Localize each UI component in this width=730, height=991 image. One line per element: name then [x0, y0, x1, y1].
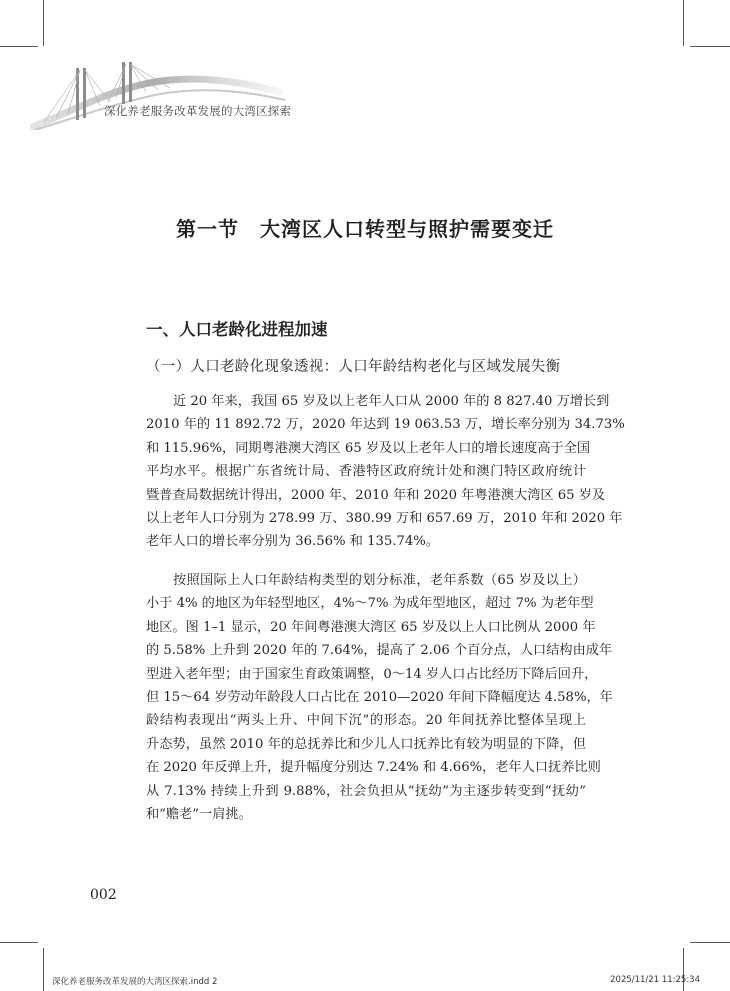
footer-datetime: 2025/11/21 11:25:34	[610, 975, 700, 985]
text-line: 升态势，虽然 2010 年的总抚养比和少儿人口抚养比有较为明显的下降，但	[146, 736, 586, 752]
crop-mark	[43, 948, 44, 991]
text-line: 以上老年人口分别为 278.99 万、380.99 万和 657.69 万，2010 年和 2020 年	[146, 510, 623, 526]
text-line: 龄结构表现出“两头上升、中间下沉”的形态。20 年间抚养比整体呈现上	[146, 713, 586, 729]
text-line: 平均水平。根据广东省统计局、香港特区政府统计处和澳门特区政府统计	[146, 464, 586, 480]
crop-mark	[43, 0, 44, 46]
text-line: 的 5.58% 上升到 2020 年的 7.64%，提高了 2.06 个百分点，人口结构由成年	[146, 643, 613, 659]
section-title: 第一节 大湾区人口转型与照护需要变迁	[176, 217, 554, 241]
text-line: 在 2020 年反弹上升，提升幅度分别达 7.24% 和 4.66%，老年人口抚养比则	[146, 760, 601, 776]
text-line: 但 15～64 岁劳动年龄段人口占比在 2010—2020 年间下降幅度达 4.58%，年	[146, 689, 613, 705]
heading-level-1: 一、人口老龄化进程加速	[146, 320, 328, 339]
text-line: 暨普查局数据统计得出，2000 年、2010 年和 2020 年粤港澳大湾区 65 岁及	[146, 487, 606, 503]
text-line: 和“赡老”一肩挑。	[146, 806, 252, 822]
text-line: 小于 4% 的地区为年轻型地区，4%～7% 为成年型地区，超过 7% 为老年型	[146, 596, 594, 612]
heading-level-2: （一）人口老龄化现象透视：人口年龄结构老化与区域发展失衡	[146, 359, 561, 375]
text-line: 2010 年的 11 892.72 万，2020 年达到 19 063.53 万，增长率分别为 34.73%	[146, 417, 625, 433]
footer-filename: 深化养老服务改革发展的大湾区探索.indd 2	[52, 977, 218, 987]
text-line: 型进入老年型；由于国家生育政策调整，0～14 岁人口占比经历下降后回升，	[146, 666, 598, 682]
paragraph-1	[146, 390, 625, 554]
text-line: 地区。图 1–1 显示，20 年间粤港澳大湾区 65 岁及以上人口比例从 2000 年	[146, 619, 596, 635]
text-line: 近 20 年来，我国 65 岁及以上老年人口从 2000 年的 8 827.40 万增长到	[173, 394, 610, 409]
crop-mark	[0, 942, 38, 943]
crop-mark	[683, 0, 684, 46]
bridge-swoosh-icon	[30, 60, 290, 130]
page-number: 002	[90, 887, 117, 903]
crop-mark	[690, 46, 730, 47]
text-line: 从 7.13% 持续上升到 9.88%，社会负担从“抚幼”为主逐步转变到“抚幼”	[146, 783, 586, 799]
crop-mark	[0, 46, 38, 47]
running-head: 深化养老服务改革发展的大湾区探索	[104, 104, 292, 118]
text-line: 按照国际上人口年龄结构类型的划分标准，老年系数（65 岁及以上）	[173, 573, 586, 588]
text-line: 老年人口的增长率分别为 36.56% 和 135.74%。	[146, 534, 439, 550]
crop-mark	[690, 942, 730, 943]
text-line: 和 115.96%，同期粤港澳大湾区 65 岁及以上老年人口的增长速度高于全国	[146, 440, 591, 456]
paragraph-2	[146, 569, 613, 826]
